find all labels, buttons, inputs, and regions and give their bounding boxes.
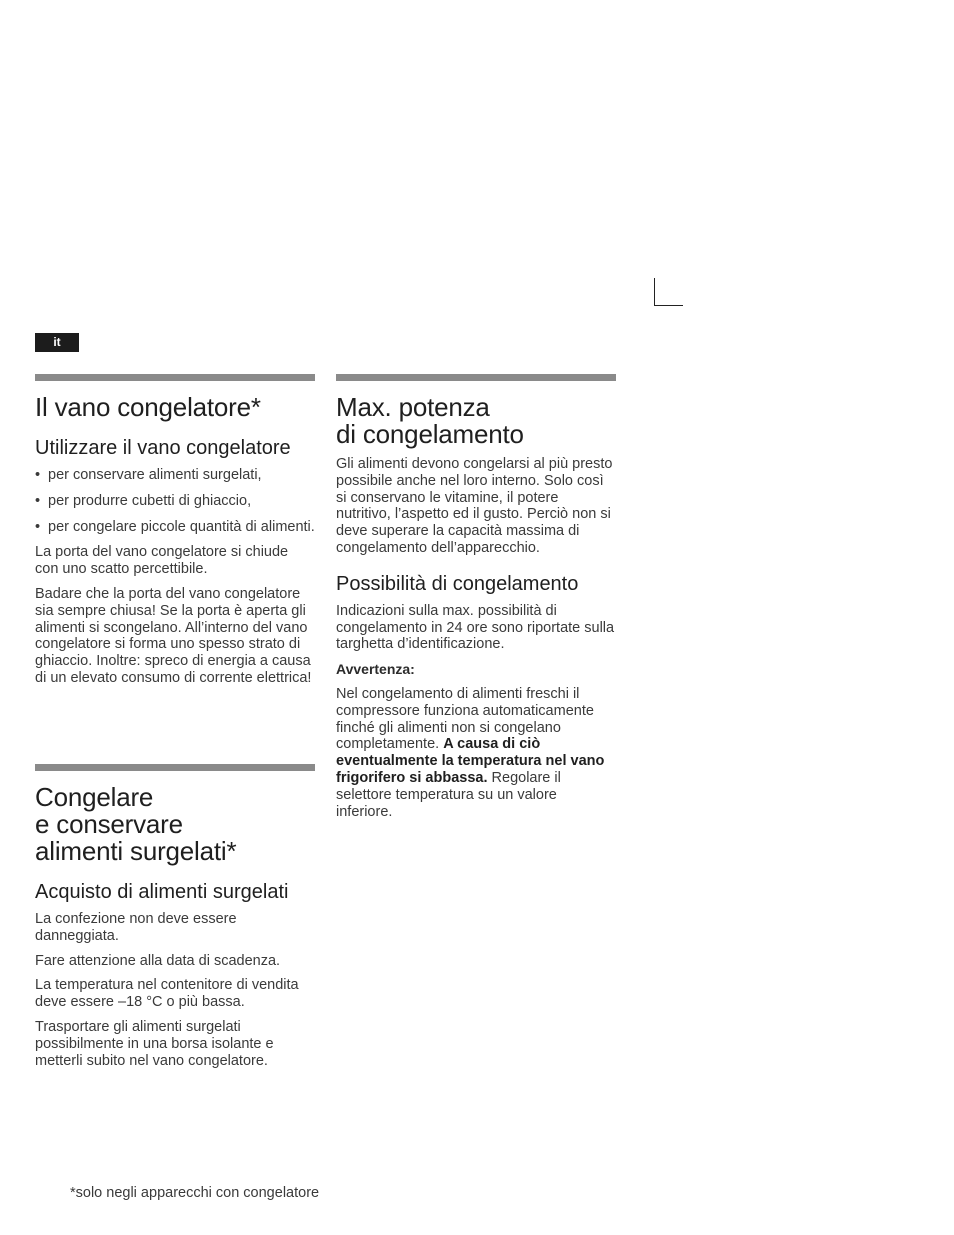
- list-item: • per produrre cubetti di ghiaccio,: [35, 493, 315, 510]
- section-title: Congelare e conservare alimenti surgelati*: [35, 782, 237, 866]
- section-subtitle: Utilizzare il vano congelatore: [35, 437, 291, 459]
- freeze-store-section: [35, 764, 315, 1069]
- section-title: Il vano congelatore*: [35, 392, 261, 422]
- list-item: • per conservare alimenti surgelati,: [35, 467, 315, 484]
- paragraph: Badare che la porta del vano congelatore sia sempre chiusa! Se la porta è aperta gli alimenti si scongelano. All’interno del vano congelatore si forma uno spesso strato di ghiaccio. Inoltre: spreco di energia a causa di un elevato consumo di corrente elettrica!: [35, 585, 312, 686]
- section-subtitle: Possibilità di congelamento: [336, 572, 579, 595]
- paragraph: Gli alimenti devono congelarsi al più presto possibile anche nel loro interno. Solo così si conservano le vitamine, il potere nutritivo, l’aspetto ed il gusto. Perciò non si deve superare la capacità massima di congelamento dell’apparecchio.: [336, 456, 613, 556]
- paragraph: La temperatura nel contenitore di vendita deve essere –18 °C o più bassa.: [35, 977, 299, 1011]
- section-title: Max. potenza di congelamento: [336, 392, 524, 449]
- section-bar: [35, 764, 315, 771]
- crop-mark: [654, 278, 683, 306]
- list-item: • per congelare piccole quantità di alimenti.: [35, 519, 315, 536]
- usage-list: [35, 467, 315, 535]
- section-subtitle: Acquisto di alimenti surgelati: [35, 881, 289, 903]
- note-label: Avvertenza:: [336, 661, 415, 678]
- paragraph: Fare attenzione alla data di scadenza.: [35, 952, 281, 969]
- paragraph: Indicazioni sulla max. possibilità di congelamento in 24 ore sono riportate sulla targhetta d’identificazione.: [336, 602, 615, 653]
- footnote: *solo negli apparecchi con congelatore: [70, 1185, 320, 1201]
- note-paragraph: Nel congelamento di alimenti freschi il compressore funziona automaticamente finché gli alimenti non si congelano completamente. A causa di ciò eventualmente la temperatura nel vano frigorifero si abbassa. Regolare il selettore temperatura su un valore inferiore.: [336, 685, 605, 820]
- max-freezing-section: [336, 374, 616, 820]
- paragraph: La confezione non deve essere danneggiata.: [35, 911, 237, 944]
- section-bar: [336, 374, 616, 381]
- section-bar: [35, 374, 315, 381]
- language-tag: it: [35, 333, 79, 352]
- freezer-section: [35, 374, 315, 687]
- note-bold: A causa di ciò eventualmente la temperatura nel vano frigorifero si abbassa.: [336, 736, 605, 786]
- paragraph: Trasportare gli alimenti surgelati possibilmente in una borsa isolante e metterli subito nel vano congelatore.: [35, 1018, 274, 1069]
- paragraph: La porta del vano congelatore si chiude con uno scatto percettibile.: [35, 544, 289, 578]
